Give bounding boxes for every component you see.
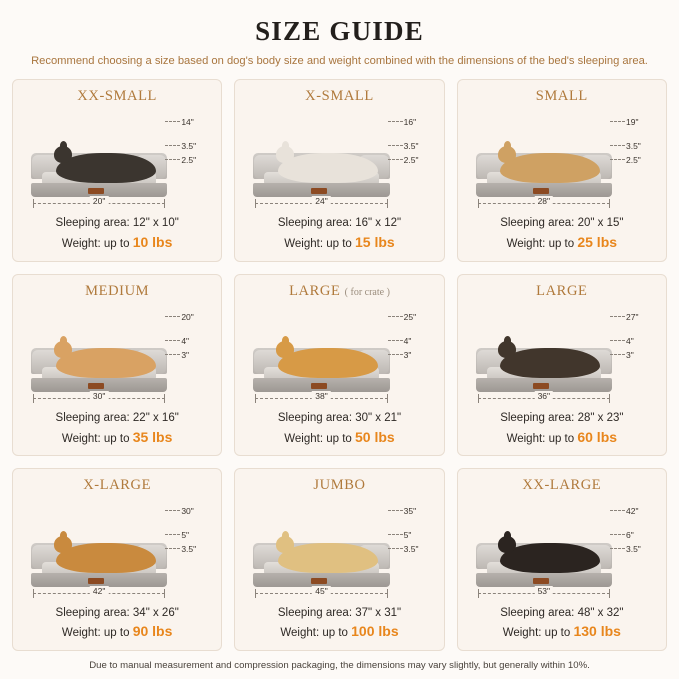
height-dimensions <box>165 115 209 171</box>
dimension-height-base: 3" <box>181 349 190 360</box>
dimension-height-base: 3" <box>625 349 634 360</box>
sleeping-area-row <box>466 605 658 622</box>
width-dimension <box>255 390 387 404</box>
weight-row <box>21 621 213 642</box>
dog-graphic <box>500 153 600 183</box>
size-name: LARGE <box>289 282 341 299</box>
sleeping-area-value: 12" x 10" <box>132 217 179 230</box>
dimension-height-mid: 6" <box>625 530 634 541</box>
dog-head <box>276 536 294 553</box>
dimension-height-mid: 4" <box>403 335 412 346</box>
dog-graphic <box>500 543 600 573</box>
size-name: XX-LARGE <box>522 477 602 494</box>
bed-brand-tag <box>311 383 327 389</box>
weight-value: 35 lbs <box>132 428 173 445</box>
width-dimension <box>478 585 610 599</box>
dog-head <box>276 341 294 358</box>
height-dimensions <box>610 310 654 366</box>
sleeping-area-row <box>21 605 213 622</box>
size-name: SMALL <box>535 88 588 104</box>
size-card-title <box>466 88 658 105</box>
weight-value: 15 lbs <box>355 233 395 250</box>
dimension-height-base: 3.5" <box>625 544 641 555</box>
size-card <box>12 274 222 457</box>
size-card-title <box>466 283 658 300</box>
dimension-height-total: 27" <box>625 311 639 322</box>
bed-illustration <box>21 496 213 602</box>
weight-row <box>243 621 435 642</box>
dimension-height-mid: 5" <box>181 530 190 541</box>
size-card <box>457 79 667 262</box>
bed-brand-tag <box>533 578 549 584</box>
dimension-height-base: 3.5" <box>181 544 197 555</box>
sleeping-area-row <box>21 215 213 232</box>
size-specs <box>21 605 213 642</box>
sleeping-area-label: Sleeping area: <box>277 411 353 424</box>
dimension-height-total: 14" <box>181 117 194 127</box>
weight-label: Weight: <box>61 237 101 250</box>
size-name: LARGE <box>536 282 588 299</box>
weight-up-to: up to <box>544 627 571 640</box>
size-specs <box>466 215 658 252</box>
sleeping-area-label: Sleeping area: <box>500 411 575 424</box>
height-dimensions <box>165 504 209 560</box>
sleeping-area-value: 30" x 21" <box>355 411 402 424</box>
dimension-width: 38" <box>312 391 330 401</box>
weight-up-to: up to <box>103 237 130 250</box>
sleeping-area-label: Sleeping area: <box>500 606 575 619</box>
dimension-height-base: 2.5" <box>181 155 197 165</box>
weight-up-to: up to <box>103 432 130 445</box>
page-title: SIZE GUIDE <box>255 16 424 46</box>
weight-label: Weight: <box>280 627 320 640</box>
dimension-height-mid: 4" <box>181 335 190 346</box>
bed-brand-tag <box>88 188 104 194</box>
dimension-height-total: 25" <box>403 311 417 322</box>
weight-label: Weight: <box>502 627 542 640</box>
dog-graphic <box>500 348 600 378</box>
dimension-width: 30" <box>90 391 108 401</box>
size-card <box>457 274 667 457</box>
size-card-title <box>466 477 658 494</box>
size-specs <box>243 410 435 447</box>
size-note: ( for crate ) <box>344 286 390 298</box>
size-card-title <box>21 477 213 494</box>
weight-value: 90 lbs <box>132 623 173 640</box>
bed-brand-tag <box>533 188 549 194</box>
size-name: X-SMALL <box>305 88 374 104</box>
dog-head <box>54 146 72 163</box>
dog-graphic <box>56 348 156 378</box>
weight-value: 50 lbs <box>355 428 395 445</box>
height-dimensions <box>388 310 432 366</box>
dimension-width: 20" <box>90 196 108 206</box>
sleeping-area-value: 28" x 23" <box>577 411 624 424</box>
size-specs <box>243 605 435 642</box>
weight-up-to: up to <box>326 237 352 250</box>
bed-brand-tag <box>88 578 104 584</box>
page-subtitle: Recommend choosing a size based on dog's body size and weight combined with the dimensions of the bed's sleeping area. <box>31 55 648 67</box>
weight-row <box>466 621 658 642</box>
sleeping-area-value: 16" x 12" <box>355 217 402 230</box>
weight-row <box>243 427 435 448</box>
dog-head <box>276 146 294 163</box>
weight-value: 60 lbs <box>577 428 618 445</box>
dog-head <box>498 146 516 163</box>
width-dimension <box>478 390 610 404</box>
bed-illustration <box>21 107 213 213</box>
weight-row <box>466 232 658 253</box>
sleeping-area-value: 20" x 15" <box>577 217 624 230</box>
dimension-height-total: 16" <box>403 117 417 127</box>
dimension-height-total: 20" <box>181 311 194 322</box>
weight-row <box>21 427 213 448</box>
weight-value: 10 lbs <box>132 233 173 250</box>
weight-value: 100 lbs <box>351 623 399 640</box>
bed-illustration <box>466 496 658 602</box>
sleeping-area-row <box>466 215 658 232</box>
size-card <box>234 274 444 457</box>
sleeping-area-value: 48" x 32" <box>577 606 624 619</box>
dimension-width: 42" <box>90 586 108 596</box>
weight-up-to: up to <box>103 627 130 640</box>
bed-illustration <box>243 302 435 408</box>
bed-brand-tag <box>88 383 104 389</box>
size-card-grid <box>12 79 667 651</box>
sleeping-area-label: Sleeping area: <box>55 606 130 619</box>
size-card <box>12 79 222 262</box>
height-dimensions <box>165 310 209 366</box>
dimension-height-total: 35" <box>403 506 417 517</box>
sleeping-area-label: Sleeping area: <box>277 606 353 619</box>
height-dimensions <box>388 115 432 171</box>
dimension-height-base: 2.5" <box>403 155 419 165</box>
dimension-height-total: 19" <box>625 117 639 127</box>
dog-graphic <box>278 153 378 183</box>
dimension-height-base: 2.5" <box>625 155 641 165</box>
size-card-title <box>243 88 435 105</box>
size-specs <box>243 215 435 252</box>
dog-graphic <box>278 348 378 378</box>
size-specs <box>21 410 213 447</box>
weight-label: Weight: <box>61 432 101 445</box>
weight-up-to: up to <box>548 432 575 445</box>
size-name: XX-SMALL <box>77 88 158 104</box>
size-specs <box>21 215 213 252</box>
height-dimensions <box>388 504 432 560</box>
dog-head <box>54 341 72 358</box>
dimension-height-mid: 3.5" <box>403 141 419 151</box>
weight-up-to: up to <box>548 237 575 250</box>
size-card-title <box>243 477 435 494</box>
dog-graphic <box>56 153 156 183</box>
sleeping-area-label: Sleeping area: <box>277 217 353 230</box>
weight-label: Weight: <box>506 432 546 445</box>
width-dimension <box>33 390 165 404</box>
bed-illustration <box>21 302 213 408</box>
size-card-title <box>21 283 213 300</box>
size-card <box>457 468 667 651</box>
width-dimension <box>478 196 610 209</box>
weight-value: 130 lbs <box>573 623 621 640</box>
width-dimension <box>33 585 165 599</box>
weight-value: 25 lbs <box>577 233 618 250</box>
bed-illustration <box>466 107 658 213</box>
size-card-title <box>21 88 213 105</box>
weight-up-to: up to <box>326 432 352 445</box>
bed-illustration <box>466 302 658 408</box>
dimension-height-mid: 5" <box>403 530 412 541</box>
weight-label: Weight: <box>506 237 546 250</box>
size-card <box>12 468 222 651</box>
width-dimension <box>33 196 165 209</box>
dog-graphic <box>278 543 378 573</box>
dimension-height-mid: 3.5" <box>625 141 641 151</box>
weight-label: Weight: <box>284 237 324 250</box>
size-card <box>234 468 444 651</box>
size-name: X-LARGE <box>83 477 152 494</box>
dimension-width: 36" <box>535 391 553 401</box>
sleeping-area-label: Sleeping area: <box>500 217 575 230</box>
width-dimension <box>255 585 387 599</box>
dog-head <box>498 341 516 358</box>
dimension-height-mid: 4" <box>625 335 634 346</box>
size-card-title <box>243 283 435 300</box>
sleeping-area-label: Sleeping area: <box>55 217 130 230</box>
dimension-height-mid: 3.5" <box>181 141 197 151</box>
sleeping-area-row <box>466 410 658 427</box>
sleeping-area-row <box>243 215 435 232</box>
dimension-height-total: 30" <box>181 506 194 517</box>
width-dimension <box>255 196 387 209</box>
size-specs <box>466 410 658 447</box>
weight-up-to: up to <box>322 627 348 640</box>
size-name: MEDIUM <box>85 282 150 299</box>
dimension-width: 53" <box>535 586 553 596</box>
sleeping-area-value: 22" x 16" <box>132 411 179 424</box>
sleeping-area-row <box>243 605 435 622</box>
bed-illustration <box>243 107 435 213</box>
weight-row <box>243 232 435 253</box>
height-dimensions <box>610 115 654 171</box>
size-name: JUMBO <box>313 477 366 494</box>
bed-brand-tag <box>311 188 327 194</box>
bed-illustration <box>243 496 435 602</box>
dimension-width: 24" <box>312 196 330 206</box>
sleeping-area-label: Sleeping area: <box>55 411 130 424</box>
dog-graphic <box>56 543 156 573</box>
weight-row <box>466 427 658 448</box>
sleeping-area-row <box>243 410 435 427</box>
dimension-width: 45" <box>312 586 330 596</box>
weight-row <box>21 232 213 253</box>
sleeping-area-row <box>21 410 213 427</box>
dog-head <box>498 536 516 553</box>
height-dimensions <box>610 504 654 560</box>
weight-label: Weight: <box>284 432 324 445</box>
size-card <box>234 79 444 262</box>
weight-label: Weight: <box>61 627 101 640</box>
dimension-height-base: 3.5" <box>403 544 419 555</box>
dimension-height-total: 42" <box>625 506 639 517</box>
size-specs <box>466 605 658 642</box>
bed-brand-tag <box>311 578 327 584</box>
sleeping-area-value: 37" x 31" <box>355 606 402 619</box>
footer-note: Due to manual measurement and compression packaging, the dimensions may vary slightly, but generally within 10%. <box>89 660 590 671</box>
dimension-width: 28" <box>535 196 553 206</box>
dog-head <box>54 536 72 553</box>
dimension-height-base: 3" <box>403 349 412 360</box>
sleeping-area-value: 34" x 26" <box>132 606 179 619</box>
bed-brand-tag <box>533 383 549 389</box>
